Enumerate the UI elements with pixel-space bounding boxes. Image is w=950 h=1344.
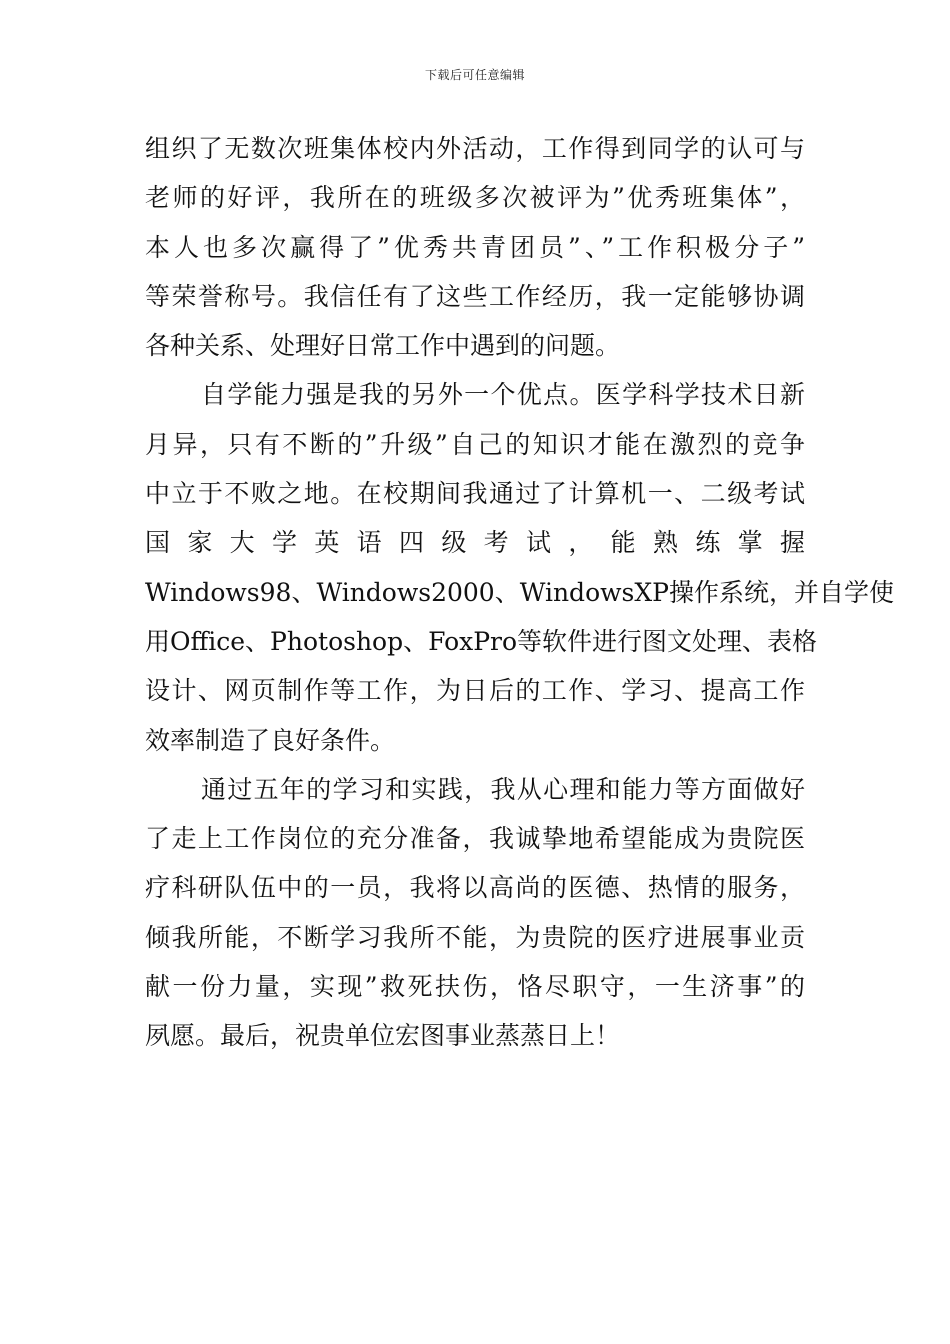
text-line: 献一份力量，实现”救死扶伤，恪尽职守，一生济事”的 bbox=[145, 972, 805, 1002]
paragraph-2 bbox=[145, 370, 894, 764]
text-line: 国 家 大 学 英 语 四 级 考 试 ， 能 熟 练 掌 握 bbox=[145, 528, 805, 558]
text-line: 倾我所能，不断学习我所不能，为贵院的医疗进展事业贡 bbox=[145, 922, 805, 952]
text-line: 效率制造了良好条件。 bbox=[145, 725, 396, 755]
text-line: 各种关系、处理好日常工作中遇到的问题。 bbox=[145, 331, 621, 361]
page-header: 下载后可任意编辑 bbox=[424, 68, 525, 82]
text-line: 用Office、Photoshop、FoxPro等软件进行图文处理、表格 bbox=[145, 626, 818, 656]
text-line: 夙愿。最后，祝贵单位宏图事业蒸蒸日上！ bbox=[145, 1021, 621, 1051]
document-body bbox=[145, 124, 894, 1061]
text-line: 月异，只有不断的”升级”自己的知识才能在激烈的竞争 bbox=[145, 429, 805, 459]
text-line: 等荣誉称号。我信任有了这些工作经历，我一定能够协调 bbox=[145, 281, 805, 311]
text-line: 本人也多次赢得了”优秀共青团员”、”工作积极分子” bbox=[145, 232, 805, 262]
text-line: 通过五年的学习和实践，我从心理和能力等方面做好 bbox=[201, 774, 805, 804]
text-line: 疗科研队伍中的一员，我将以高尚的医德、热情的服务， bbox=[145, 873, 805, 903]
text-line: Windows98、Windows2000、WindowsXP操作系统，并自学使 bbox=[145, 577, 894, 607]
text-line: 老师的好评，我所在的班级多次被评为”优秀班集体”， bbox=[145, 183, 805, 213]
text-line: 了走上工作岗位的充分准备，我诚挚地希望能成为贵院医 bbox=[145, 824, 805, 854]
text-line: 设计、网页制作等工作，为日后的工作、学习、提高工作 bbox=[145, 676, 805, 706]
paragraph-3 bbox=[145, 765, 805, 1061]
text-line: 中立于不败之地。在校期间我通过了计算机一、二级考试 bbox=[145, 479, 805, 509]
paragraph-1 bbox=[145, 124, 805, 370]
text-line: 组织了无数次班集体校内外活动，工作得到同学的认可与 bbox=[145, 134, 805, 163]
text-line: 自学能力强是我的另外一个优点。医学科学技术日新 bbox=[201, 380, 805, 410]
